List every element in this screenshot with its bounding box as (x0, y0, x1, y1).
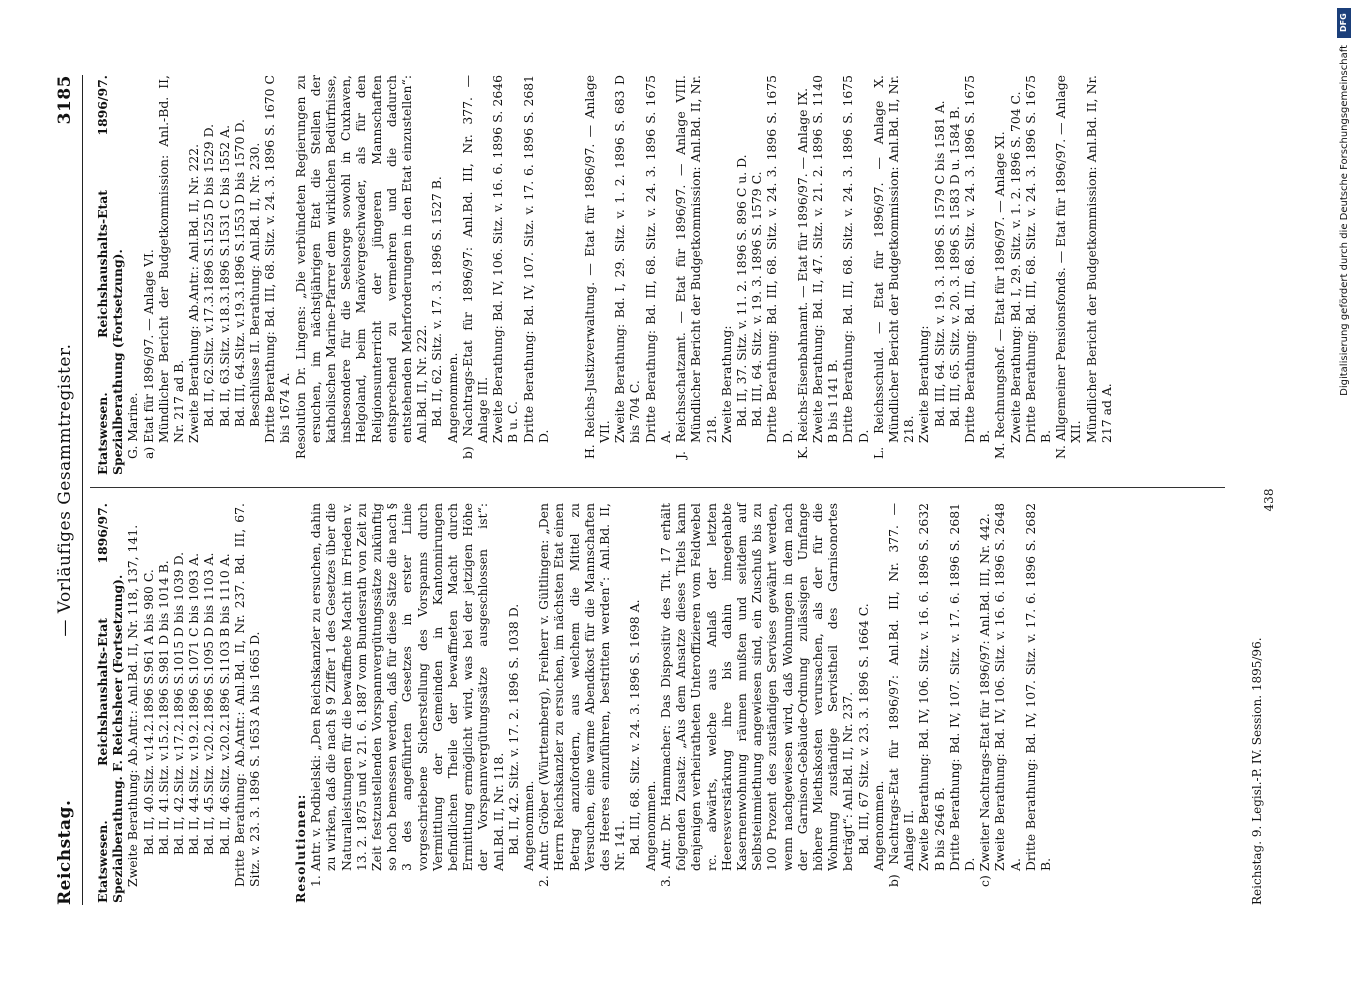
right-column-entry: J. Reichsschatzamt. — Etat für 1896/97. — Anlage VIII. Mündlicher Bericht der Budgetkommission: Anl.Bd. II, Nr. 218. (673, 75, 719, 459)
left-column-entry: Bd. II, 44.Sitz. v.19.2.1896 S.1071 C bis 1093 A. (186, 552, 202, 855)
left-column-entry: Dritte Berathung: Bd. IV, 107. Sitz. v. 17. 6. 1896 S. 2681 D. (946, 503, 977, 871)
right-column-entry: Dritte Berathung: Bd. III, 68. Sitz. v. 24. 3. 1896 S. 1675 D. (764, 75, 795, 443)
right-column-entry: G. Marine. (125, 392, 141, 459)
left-column-entry: Zweite Berathung: Bd. IV, 106. Sitz. v. 16. 6. 1896 S. 2632 B bis 2646 B. (916, 503, 947, 871)
left-column-entry: Zweite Berathung: Ab.Antr.: Anl.Bd. II, Nr. 118, 137, 141. (125, 524, 141, 887)
right-column-entry: H. Reichs-Justizverwaltung. — Etat für 1896/97. — Anlage VII. (581, 75, 613, 459)
header-center: — Vorläufiges Gesammtregister. (55, 343, 75, 637)
right-column-entry: Angenommen. (444, 352, 460, 443)
left-column-entry: Bd. II, 40.Sitz. v.14.2.1896 S.961 A bis 980 C. (140, 569, 156, 855)
left-column-entry: 1. Antr. v. Podbielski: „Den Reichskanzler zu ersuchen, dahin zu wirken, daß die nach § 9 Ziffer 1 des Gesetzes über die Naturalleistungen für die bewaffnete Macht im Frieden v. 13. 2. 1875 und v. 21. 6. 1887 vom Bundesrath von Zeit zu Zeit festzustellenden Vorspannvergütungssätze zukünftig so hoch bemessen werden, daß für diese Sätze die nach § 3 des angeführten Gesetzes in erster Linie vorgeschriebene Sicherstellung des Vorspanns durch Vermittlung der Gemeinden in Kantonnirungen befindlichen Theile der bewaffneten Macht durch Ermittlung ermöglicht wird, was bei der jetzigen Höhe der Vorspannvergütungssätze ausgeschlossen ist“: Anl.Bd. II, Nr. 118. (308, 503, 506, 887)
left-column-entry: b) Nachtrags-Etat für 1896/97: Anl.Bd. III, Nr. 377. — Anlage II. (885, 503, 917, 887)
dfg-logo: DFG (1337, 8, 1351, 38)
right-column-entry: Dritte Berathung: Bd. III, 68. Sitz. v. 24. 3. 1896 S. 1675 A. (642, 75, 673, 443)
right-column-entry: Bd. II, 62.Sitz. v.17.3.1896 S.1525 D bis 1529 D. (201, 123, 217, 427)
right-column-entry (563, 75, 569, 475)
right-column-entry: Dritte Berathung: Bd. III, 68. Sitz. v. 24. 3. 1896 S. 1675 B. (961, 75, 993, 443)
right-column-entry: K. Reichs-Eisenbahnamt. — Etat für 1896/97. — Anlage IX. (794, 87, 810, 459)
left-column-entry: Bd. III, 67 Sitz. v. 23. 3. 1896 S. 1664 C. (855, 603, 871, 855)
left-column-entry: Bd. II, 46.Sitz. v.20.2.1896 S.1103 B bis 1110 A. (216, 553, 232, 855)
left-column-entry: Angenommen. (521, 780, 537, 871)
right-column-entry: Dritte Berathung: Bd. III, 68. Sitz. v. 24. 3. 1896 S. 1675 D. (840, 75, 871, 443)
right-column-entry: Zweite Berathung: Bd. I, 29. Sitz. v. 1. 2. 1896 S. 704 C. (1007, 91, 1023, 443)
right-column-entry: N. Allgemeiner Pensionsfonds. — Etat für 1896/97. — Anlage XII. (1053, 75, 1084, 459)
right-column-entry: Bd. III, 65. Sitz. v. 20. 3. 1896 S. 1583 D u. 1584 B. (946, 106, 962, 427)
page-header (55, 75, 81, 905)
right-column-entry: Dritte Berathung: Bd. III, 68. Sitz. v. 24. 3. 1896 S. 1675 B. (1022, 75, 1053, 443)
right-column-entry: Dritte Berathung: Bd. IV, 107. Sitz. v. 17. 6. 1896 S. 2681 D. (520, 75, 551, 443)
left-column-entry: Bd. II, 42.Sitz. v.17.2.1896 S.1015 D bis 1039 D. (171, 551, 187, 855)
right-column-entry: Resolution Dr. Lingens: „Die verbündeten Regierungen zu ersuchen, im nächstjährigen Etat die Stellen der katholischen Marine-Pfarrer dem wirklichen Bedürfnisse, insbesondere für die Seelsorge sowohl in Cuxhaven, Helgoland, beim Manövergeschwader, als für den Religionsunterricht der jüngeren Mannschaften entsprechend zu vermehren und die dadurch entstehenden Mehrforderungen in den Etat einzustellen“: Anl.Bd. II, Nr. 222. (292, 75, 430, 459)
footer-left: Reichstag. 9. Legisl.-P. IV. Session. 1895/96. (1250, 637, 1264, 905)
left-column-entry: Etatswesen. Reichshaushalts-Etat 1896/97. Spezialberathung. F. Reichsheer (Fortsetzung). (95, 503, 126, 903)
side-credit (1337, 10, 1353, 1000)
right-column-entry: Zweite Berathung: Bd. IV, 106. Sitz. v. 16. 6. 1896 S. 2646 B u. C. (490, 75, 521, 443)
left-column-entry: 2. Antr. Gröber (Württemberg), Freiherr v. Gültlingen: „Den Herrn Reichskanzler zu ersuchen, im nächsten Etat einen Betrag anzufordern, aus welchem die Mittel zu Versuchen, eine warme Abendkost für die Mannschaften des Heeres einzuführen, bestritten werden“: Anl.Bd. II, Nr. 141. (536, 503, 628, 887)
left-column-entry: Dritte Berathung: Bd. IV, 107. Sitz. v. 17. 6. 1896 S. 2682 B. (1022, 503, 1053, 871)
right-column-entry: b) Nachtrags-Etat für 1896/97: Anl.Bd. III, Nr. 377. — Anlage III. (459, 75, 491, 459)
right-column-entry: Bd. II, 62. Sitz. v. 17. 3. 1896 S. 1527 B. (429, 176, 445, 427)
left-column-entry: Dritte Berathung: Ab.Antr.: Anl.Bd. II, Nr. 237. Bd. III, 67. Sitz. v. 23. 3. 1896 S. 1653 A bis 1665 D. (231, 503, 263, 887)
right-column-entry: Zweite Berathung: Bd. I, 29. Sitz. v. 1. 2. 1896 S. 683 D bis 704 C. (612, 75, 643, 443)
right-column-entry: Zweite Berathung: (916, 325, 932, 443)
right-column-entry: Mündlicher Bericht der Budgetkommission: Anl.Bd. II, Nr. 217 ad A. (1083, 75, 1114, 443)
left-column-entry: Bd. III, 68. Sitz. v. 24. 3. 1896 S. 1698 A. (627, 599, 643, 855)
left-column-entry: Bd. II, 41.Sitz. v.15.2.1896 S.981 D bis 1014 B. (155, 560, 171, 855)
left-column-entry (275, 503, 281, 903)
left-column (95, 503, 1053, 903)
page-number: 3185 (55, 75, 75, 125)
right-column-entry: Bd. III, 64. Sitz. v. 19. 3. 1896 S. 1579 C. (749, 171, 765, 427)
left-column-entry: Zweite Berathung: Bd. IV, 106. Sitz. v. 16. 6. 1896 S. 2648 A. (992, 503, 1023, 871)
right-column (95, 75, 1114, 475)
right-column-entry: Bd. II, 63.Sitz. v.18.3.1896 S.1531 C bis 1552 A. (216, 124, 232, 427)
left-column-entry: Resolutionen: (293, 793, 309, 903)
right-column-entry: a) Etat für 1896/97. — Anlage VI. (140, 249, 156, 459)
right-column-entry: Bd. II, 37. Sitz. v. 11. 2. 1896 S. 896 C u. D. (733, 154, 749, 427)
right-column-entry: Etatswesen. Reichshaushalts-Etat 1896/97. Spezialberathung (Fortsetzung). (95, 75, 126, 475)
column-divider (90, 487, 1225, 488)
left-column-entry: Angenommen. (870, 780, 886, 871)
right-column-entry: Beschlüsse II. Berathung: Anl.Bd. II, Nr. 230. (247, 142, 263, 427)
right-column-entry: Bd. III, 64.Sitz. v.19.3.1896 S.1553 D bis 1570 D. (231, 119, 247, 427)
left-column-entry: c) Zweiter Nachtrags-Etat für 1896/97: Anl.Bd. III, Nr. 442. (977, 513, 993, 887)
left-column-entry: Bd. II, 42. Sitz. v. 17. 2. 1896 S. 1038 D. (505, 603, 521, 855)
right-column-entry: Zweite Berathung: Bd. II, 47. Sitz. v. 21. 2. 1896 S. 1140 B bis 1141 B. (809, 75, 841, 443)
side-credit-text: Digitalisierung gefördert durch die Deutsche Forschungsgemeinschaft (1339, 45, 1350, 396)
left-column-entry: 3. Antr. Dr. Hammacher: Das Dispositiv des Tit. 17 erhält folgenden Zusatz: „Aus dem Ansatze dieses Titels kann denjenigen verheiratheten Unteroffizieren vom Feldwebel rc. abwärts, welche aus Anlaß der letzten Heeresverstärkung ihre bis dahin innegehabte Kasernenwohnung räumen mußten und seitdem auf Selbsteinmiethung angewiesen sind, ein Zuschuß bis zu 100 Prozent des zuständigen Servises gewährt werden, wenn nachgewiesen wird, daß Wohnungen in dem nach der Garnison-Gebäude-Ordnung zulässigen Umfange höhere Miethskosten verursachen, als der für die Wohnung zuständige Servistheil des Garnisonortes beträgt“: Anl.Bd. II, Nr. 237. (657, 503, 856, 887)
right-column-entry: Bd. III, 64. Sitz. v. 19. 3. 1896 S. 1579 C bis 1581 A. (931, 100, 947, 427)
right-column-entry: Dritte Berathung: Bd. III, 68. Sitz. v. 24. 3. 1896 S. 1670 C bis 1674 A. (262, 75, 293, 443)
left-column-entry: Bd. II, 45.Sitz. v.20.2.1896 S.1095 D bis 1103 A. (201, 552, 217, 855)
right-column-entry: Mündlicher Bericht der Budgetkommission: Anl.-Bd. II, Nr. 217 ad B. (155, 75, 187, 443)
right-column-entry: L. Reichsschuld. — Etat für 1896/97. — Anlage X. Mündlicher Bericht der Budgetkommission: Anl.Bd. II, Nr. 218. (870, 75, 917, 459)
header-rule (82, 75, 83, 905)
left-column-entry: Angenommen. (642, 780, 658, 871)
footer-sheet-number: 438 (1262, 488, 1276, 512)
right-column-entry: M. Rechnungshof. — Etat für 1896/97. — Anlage XI. (992, 131, 1008, 459)
right-column-entry: Zweite Berathung: Ab.Antr.: Anl.Bd. II, Nr. 222. (186, 143, 202, 443)
right-column-entry: Zweite Berathung: (718, 325, 734, 443)
header-left: Reichstag. (55, 799, 75, 905)
